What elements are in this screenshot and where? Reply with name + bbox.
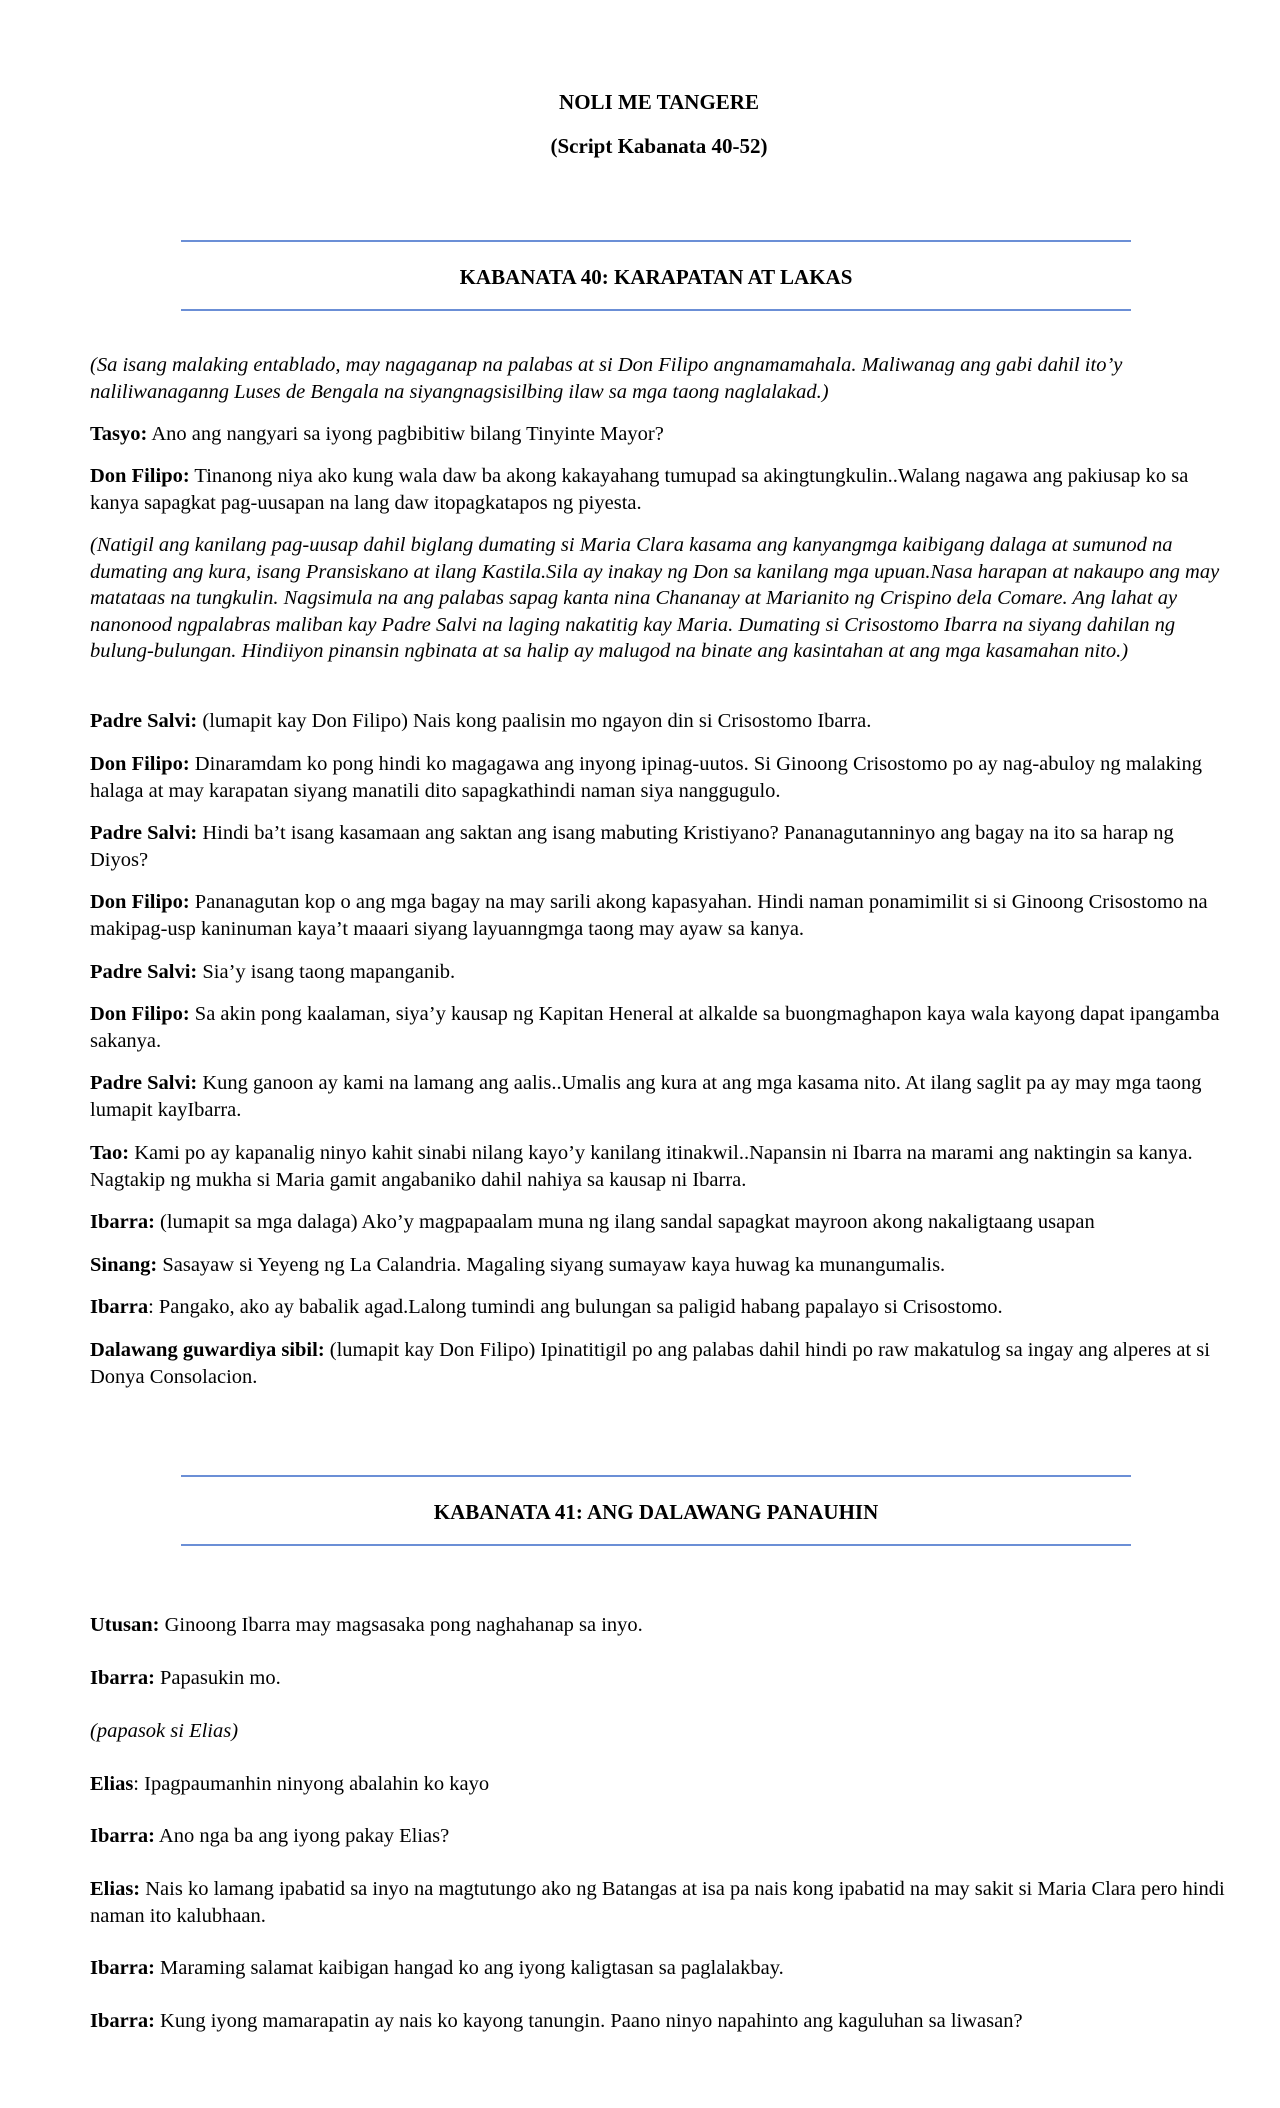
speaker-name: Don Filipo: (90, 465, 190, 487)
dialogue-line (90, 708, 1225, 735)
chapter-41-heading: KABANATA 41: ANG DALAWANG PANAUHIN (433, 1500, 879, 1524)
dialogue-text: Ano nga ba ang iyong pakay Elias? (154, 1825, 450, 1847)
speaker-name: Ibarra: (90, 2010, 155, 2032)
speaker-name: Ibarra: (90, 1211, 155, 1233)
dialogue-text: : Pangako, ako ay babalik agad.Lalong tumindi ang bulungan sa paligid habang papalayo si Crisostomo. (148, 1296, 1003, 1318)
speaker-name: Padre Salvi: (90, 961, 198, 983)
dialogue-text: Maraming salamat kaibigan hangad ko ang iyong kaligtasan sa paglalakbay. (154, 1957, 784, 1979)
chapter-41-rule-bottom (181, 1544, 1131, 1546)
speaker-name: Dalawang guwardiya sibil: (90, 1339, 325, 1361)
document-title: NOLI ME TANGERE (559, 90, 759, 114)
dialogue-line (90, 1294, 1225, 1321)
speaker-name: Sinang: (90, 1254, 158, 1276)
dialogue-text: Hindi ba’t isang kasamaan ang saktan ang isang mabuting Kristiyano? Pananagutanninyo ang bagay na ito sa harap ng Diyos? (90, 822, 1174, 871)
chapter-40-rule-top (181, 240, 1131, 242)
dialogue-line (90, 1823, 1225, 1850)
speaker-name: Padre Salvi: (90, 1072, 198, 1094)
dialogue-line (90, 889, 1225, 942)
dialogue-text: (lumapit sa mga dalaga) Ako’y magpapaalam muna ng ilang sandal sapagkat mayroon akong nakaligtaang usapan (154, 1211, 1095, 1233)
dialogue-line (90, 751, 1225, 804)
dialogue-text: Kami po ay kapanalig ninyo kahit sinabi nilang kayo’y kanilang itinakwil..Napansin ni Ibarra na marami ang naktingin sa kanya. Nagtakip ng mukha si Maria gamit angabaniko dahil nahiya sa kausap ni Ibarra. (90, 1142, 1193, 1191)
dialogue-line (90, 1665, 1225, 1692)
dialogue-text: Pananagutan kop o ang mga bagay na may sarili akong kapasyahan. Hindi naman ponamimilit si si Ginoong Crisostomo na makipag-usp kaninuman kaya’t maaari siyang layuanngmga taong may ayaw sa kanya. (90, 891, 1208, 940)
speaker-name: Ibarra: (90, 1667, 155, 1689)
dialogue-line (90, 421, 1225, 448)
speaker-name: Padre Salvi: (90, 710, 198, 732)
dialogue-line (90, 1252, 1225, 1279)
dialogue-line (90, 463, 1225, 516)
speaker-name: Don Filipo: (90, 891, 190, 913)
dialogue-text: Sia’y isang taong mapanganib. (197, 961, 456, 983)
dialogue-line (90, 1001, 1225, 1054)
dialogue-line (90, 1140, 1225, 1193)
dialogue-line (90, 1337, 1225, 1390)
dialogue-line (90, 1612, 1225, 1639)
document-subtitle: (Script Kabanata 40-52) (550, 134, 768, 158)
speaker-name: Don Filipo: (90, 753, 190, 775)
dialogue-text: Dinaramdam ko pong hindi ko magagawa ang inyong ipinag-uutos. Si Ginoong Crisostomo po ay nag-abuloy ng malaking halaga at may karapatan siyang manatili dito sapagkathindi naman siya nanggugulo. (90, 753, 1202, 802)
dialogue-text: Ano ang nangyari sa iyong pagbibitiw bilang Tinyinte Mayor? (147, 423, 664, 445)
stage-direction: (Sa isang malaking entablado, may nagaganap na palabas at si Don Filipo angnamamahala. Maliwanag ang gabi dahil ito’y naliliwanaganng Luses de Bengala na siyangnagsisilbing ilaw sa mga taong naglalakad.) (90, 354, 1123, 403)
chapter-40-heading: KABANATA 40: KARAPATAN AT LAKAS (459, 265, 853, 289)
chapter-41-rule-top (181, 1475, 1131, 1477)
dialogue-text: Kung ganoon ay kami na lamang ang aalis..Umalis ang kura at ang mga kasama nito. At ilang saglit pa ay may mga taong lumapit kayIbarra. (90, 1072, 1202, 1121)
speaker-name: Padre Salvi: (90, 822, 198, 844)
chapter-40-rule-bottom (181, 309, 1131, 311)
dialogue-text: Nais ko lamang ipabatid sa inyo na magtutungo ako ng Batangas at isa pa nais kong ipabatid na may sakit si Maria Clara pero hindi naman ito kalubhaan. (90, 1878, 1225, 1927)
dialogue-line (90, 1955, 1225, 1982)
dialogue-text: Sasayaw si Yeyeng ng La Calandria. Magaling siyang sumayaw kaya huwag ka munangumalis. (157, 1254, 946, 1276)
speaker-name: Elias: (90, 1878, 141, 1900)
dialogue-text: Sa akin pong kaalaman, siya’y kausap ng Kapitan Heneral at alkalde sa buongmaghapon kaya wala kayong dapat ipangamba sakanya. (90, 1003, 1220, 1052)
dialogue-text: Kung iyong mamarapatin ay nais ko kayong tanungin. Paano ninyo napahinto ang kaguluhan sa liwasan? (154, 2010, 1023, 2032)
stage-direction: (Natigil ang kanilang pag-uusap dahil biglang dumating si Maria Clara kasama ang kanyangmga kaibigang dalaga at sumunod na dumating ang kura, isang Pransiskano at ilang Kastila.Sila ay inakay ng Don sa kanilang mga upuan.Nasa harapan at nakaupo ang may matataas na tungkulin. Nagsimula na ang palabas sapag kanta nina Chananay at Marianito ng Crispino dela Comare. Ang lahat ay nanonood ngpalabras maliban kay Padre Salvi na laging nakatitig kay Maria. Dumating si Crisostomo Ibarra na siyang dahilan ng bulung-bulungan. Hindiiyon pinansin ngbinata at sa halip ay malugod na binate ang kasintahan at ang mga kasamahan nito.) (90, 534, 1220, 662)
dialogue-line (90, 2008, 1225, 2035)
stage-direction: (papasok si Elias) (90, 1720, 239, 1742)
speaker-name: Elias (90, 1773, 134, 1795)
dialogue-text: Papasukin mo. (154, 1667, 281, 1689)
dialogue-line (90, 1070, 1225, 1123)
speaker-name: Utusan: (90, 1614, 160, 1636)
speaker-name: Tasyo: (90, 423, 148, 445)
speaker-name: Don Filipo: (90, 1003, 190, 1025)
dialogue-text: (lumapit kay Don Filipo) Nais kong paalisin mo ngayon din si Crisostomo Ibarra. (197, 710, 872, 732)
dialogue-text: Tinanong niya ako kung wala daw ba akong kakayahang tumupad sa akingtungkulin..Walang nagawa ang pakiusap ko sa kanya sapagkat pag-uusapan na lang daw itopagkatapos ng piyesta. (90, 465, 1189, 514)
dialogue-text: (lumapit kay Don Filipo) Ipinatitigil po ang palabas dahil hindi po raw makatulog sa ingay ang alperes at si Donya Consolacion. (90, 1339, 1210, 1388)
speaker-name: Ibarra: (90, 1957, 155, 1979)
dialogue-line (90, 1771, 1225, 1798)
dialogue-line (90, 820, 1225, 873)
speaker-name: Tao: (90, 1142, 130, 1164)
dialogue-line (90, 1209, 1225, 1236)
dialogue-line (90, 1876, 1225, 1929)
dialogue-text: Ginoong Ibarra may magsasaka pong naghahanap sa inyo. (159, 1614, 643, 1636)
speaker-name: Ibarra (90, 1296, 149, 1318)
dialogue-text: : Ipagpaumanhin ninyong abalahin ko kayo (133, 1773, 490, 1795)
dialogue-line (90, 959, 1225, 986)
speaker-name: Ibarra: (90, 1825, 155, 1847)
